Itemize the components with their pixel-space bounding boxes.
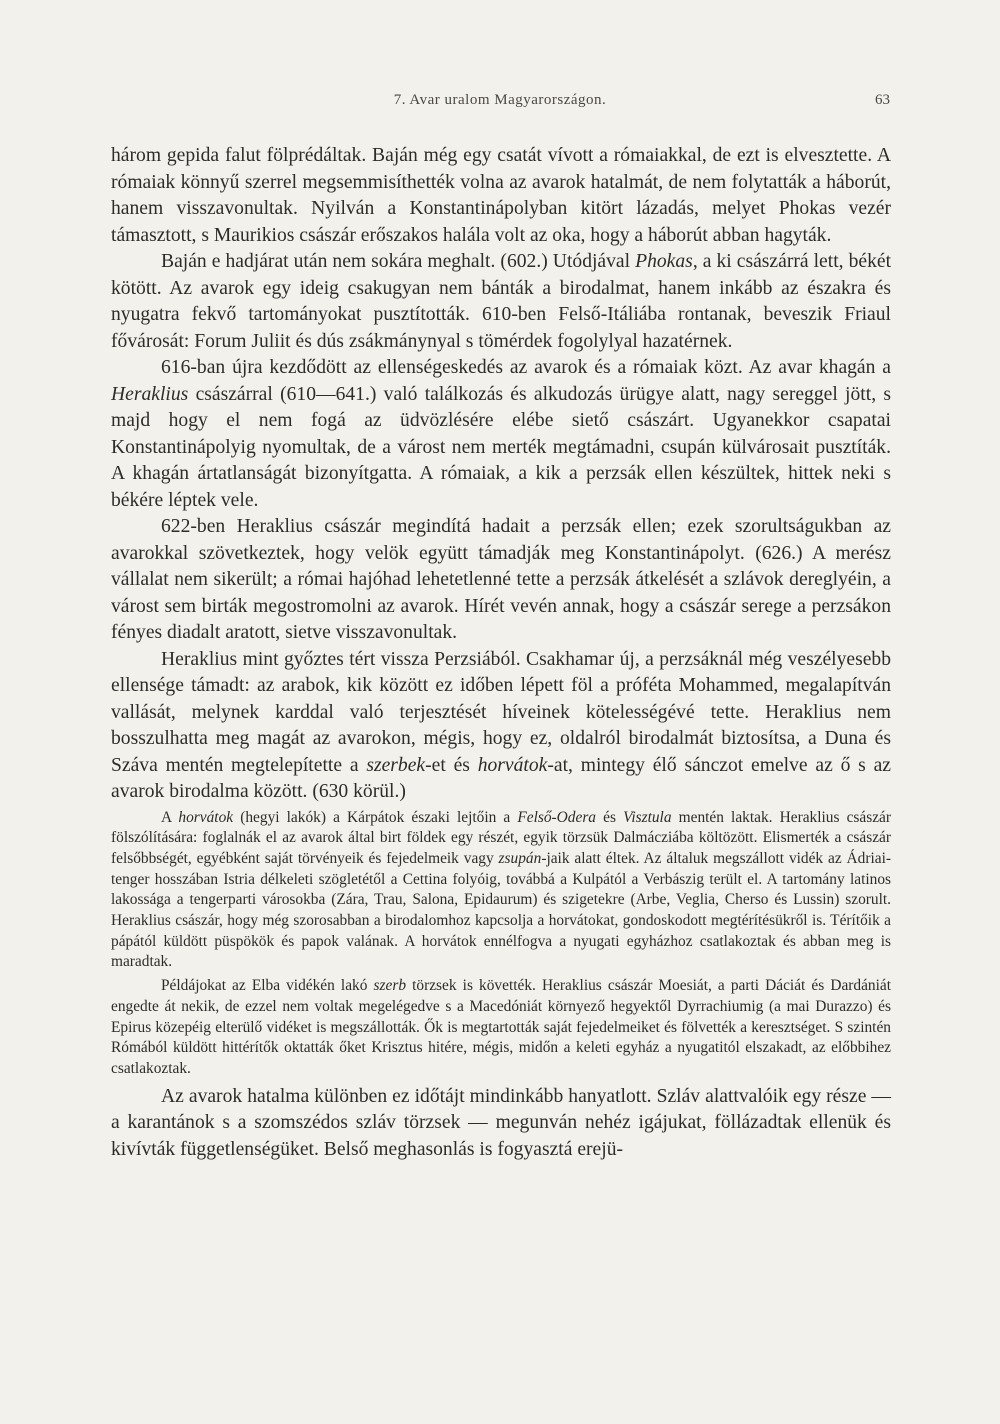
italic-term: szerb	[373, 977, 407, 995]
chapter-title: 7. Avar uralom Magyarországon.	[393, 92, 607, 108]
italic-term: Phokas	[635, 251, 693, 272]
body-paragraph	[111, 143, 891, 249]
notes-section	[111, 808, 891, 1080]
text-run: törzsek is követték. Heraklius császár Moesiát, a parti Dáciát és Dardániát engedte át nekik, de ezzel nem voltak megelégedve s a Macedóniát környező hegyektől Dyrrachiumig (a mai Durazzo) és Epirus közepéig elterülő vidéket is megszállották. Ők is megtartották saját fejedelmeiket és fölvették a keresztséget. S szintén Rómából küldött hittérítők oktatták őket Krisztus hitére, mégis, midőn a keleti egyház a nyugatitól elszakadt, az előbbihez csatlakoztak.	[111, 977, 891, 1077]
body-paragraph-continued	[111, 1084, 891, 1164]
italic-term: szerbek	[366, 754, 426, 776]
text-run: A	[161, 808, 179, 826]
body-paragraph	[111, 647, 891, 806]
text-run: (hegyi lakók) a Kárpátok északi lejtőin a	[233, 808, 518, 826]
running-head	[110, 92, 890, 114]
body-paragraph	[111, 355, 891, 514]
text-run: mentén laktak. Heraklius császár fölszólítására: foglalnák el az avarok által birt földek egy részét, egyik törzsük Dalmácziába költözött. Elismerték a császár felsőbbségét, egyébként saját törvényeik és fejedelmeik vagy	[111, 808, 891, 867]
note-paragraph	[111, 808, 891, 974]
italic-term: zsupán	[498, 849, 542, 867]
text-run: három gepida falut fölprédáltak. Baján még egy csatát vívott a rómaiakkal, de ezt is elvesztette. A rómaiak könnyű szerrel megsemmisíthették volna az avarok hatalmát, de nem folytatták a háborút, hanem visszavonultak. Nyilván a Konstantinápolyban kitört lázadás, melyet Phokas vezér támasztott, s Maurikios császár erőszakos halála volt az oka, hogy a háborút abban hagyták.	[111, 145, 891, 246]
text-run: 616-ban újra kezdődött az ellenségeskedés az avarok és a rómaiak közt. Az avar khagán a	[161, 357, 891, 378]
page-content	[111, 143, 891, 1163]
text-run: Az avarok hatalma különben ez időtájt mindinkább hanyatlott. Szláv alattvalóik egy része — a karantánok s a szomszédos szláv törzsek — megunván nehéz igájukat, föllázadtak ellenük és kivívták függetlenségüket. Belső meghasonlás is fogyasztá erejü-	[111, 1085, 891, 1160]
text-run: -et és	[425, 754, 478, 776]
body-paragraph	[111, 514, 891, 647]
italic-term: horvátok	[178, 808, 234, 826]
text-run: császárral (610—641.) való találkozás és alkudozás ürügye alatt, nagy sereggel jött, s majd hogy el nem fogá az üdvözlésére elébe siető császárt. Ugyanekkor csapatai Konstantinápolyig nyomultak, de a várost nem merték megtámadni, csupán külvárosait pusztíták. A khagán ártatlanságát bizonyítgatta. A rómaiak, a kik a perzsák ellen készültek, hittek neki s békére léptek vele.	[111, 383, 891, 511]
italic-term: Heraklius	[111, 383, 189, 405]
text-run: -jaik alatt éltek. Az általuk megszállott vidék az Ádriai-tenger hosszában Istria délkeleti szögletétől a Cettina folyóig, továbbá a Kulpától a Verbászig terült el. A tartomány latinos lakossága a tengerparti városokba (Zára, Trau, Salona, Epidaurum) és szigetekre (Arbe, Veglia, Cherso és Lussin) szorult. Heraklius császár, hogy még szorosabban a birodalomhoz kapcsolja a horvátokat, gondoskodott megtérítésükről is. Térítőik a pápától küldött püspökök és papok valának. A horvátok ennélfogva a nyugati egyházhoz csatlakoztak és abban meg is maradtak.	[111, 849, 891, 971]
italic-term: Felső-Odera	[517, 808, 597, 826]
text-run: és	[596, 808, 624, 826]
text-run: 622-ben Heraklius császár megindítá hadait a perzsák ellen; ezek szorultságukban az avarokkal szövetkeztek, hogy velök együtt támadják meg Konstantinápolyt. (626.) A merész vállalat nem sikerült; a római hajóhad lehetetlenné tette a perzsák átkelését a szlávok dereglyéin, a várost sem birták megostromolni az avarok. Hírét vevén annak, hogy a császár serege a perzsákon fényes diadalt aratott, sietve visszavonultak.	[111, 516, 891, 643]
body-paragraph	[111, 249, 891, 355]
text-run: -at, mintegy élő sánczot emelve az ő s az avarok birodalma között. (630 körül.)	[111, 754, 892, 802]
note-paragraph	[111, 976, 891, 1080]
text-run: Baján e hadjárat után nem sokára meghalt. (602.) Utódjával	[161, 251, 636, 272]
italic-term: Visztula	[623, 808, 672, 826]
text-run: Heraklius mint győztes tért vissza Perzsiából. Csakhamar új, a perzsáknál még veszélyesebb ellensége támadt: az arabok, kik között ez időben lépett föl a próféta Mohammed, megalapítván vallását, melynek karddal való terjesztését híveinek kötelességévé tette. Heraklius nem bosszulhatta meg magát az avarokon, mégis, hogy ez, oldalról birodalmát biztosítsa, a Duna és Száva mentén megtelepítette a	[111, 648, 891, 776]
italic-term: horvátok	[477, 754, 548, 776]
text-run: Példájokat az Elba vidékén lakó	[161, 977, 374, 995]
text-run: , a ki császárrá lett, békét kötött. Az avarok egy ideig csakugyan nem bánták a birodalmat, hanem inkább az északra és nyugatra fekvő tartományokat pusztították. 610-ben Felső-Itáliába rontanak, beveszik Friaul fővárosát: Forum Juliit és dús zsákmánynyal s tömérdek fogolylyal hazatérnek.	[111, 251, 892, 352]
page-number: 63	[875, 92, 890, 108]
